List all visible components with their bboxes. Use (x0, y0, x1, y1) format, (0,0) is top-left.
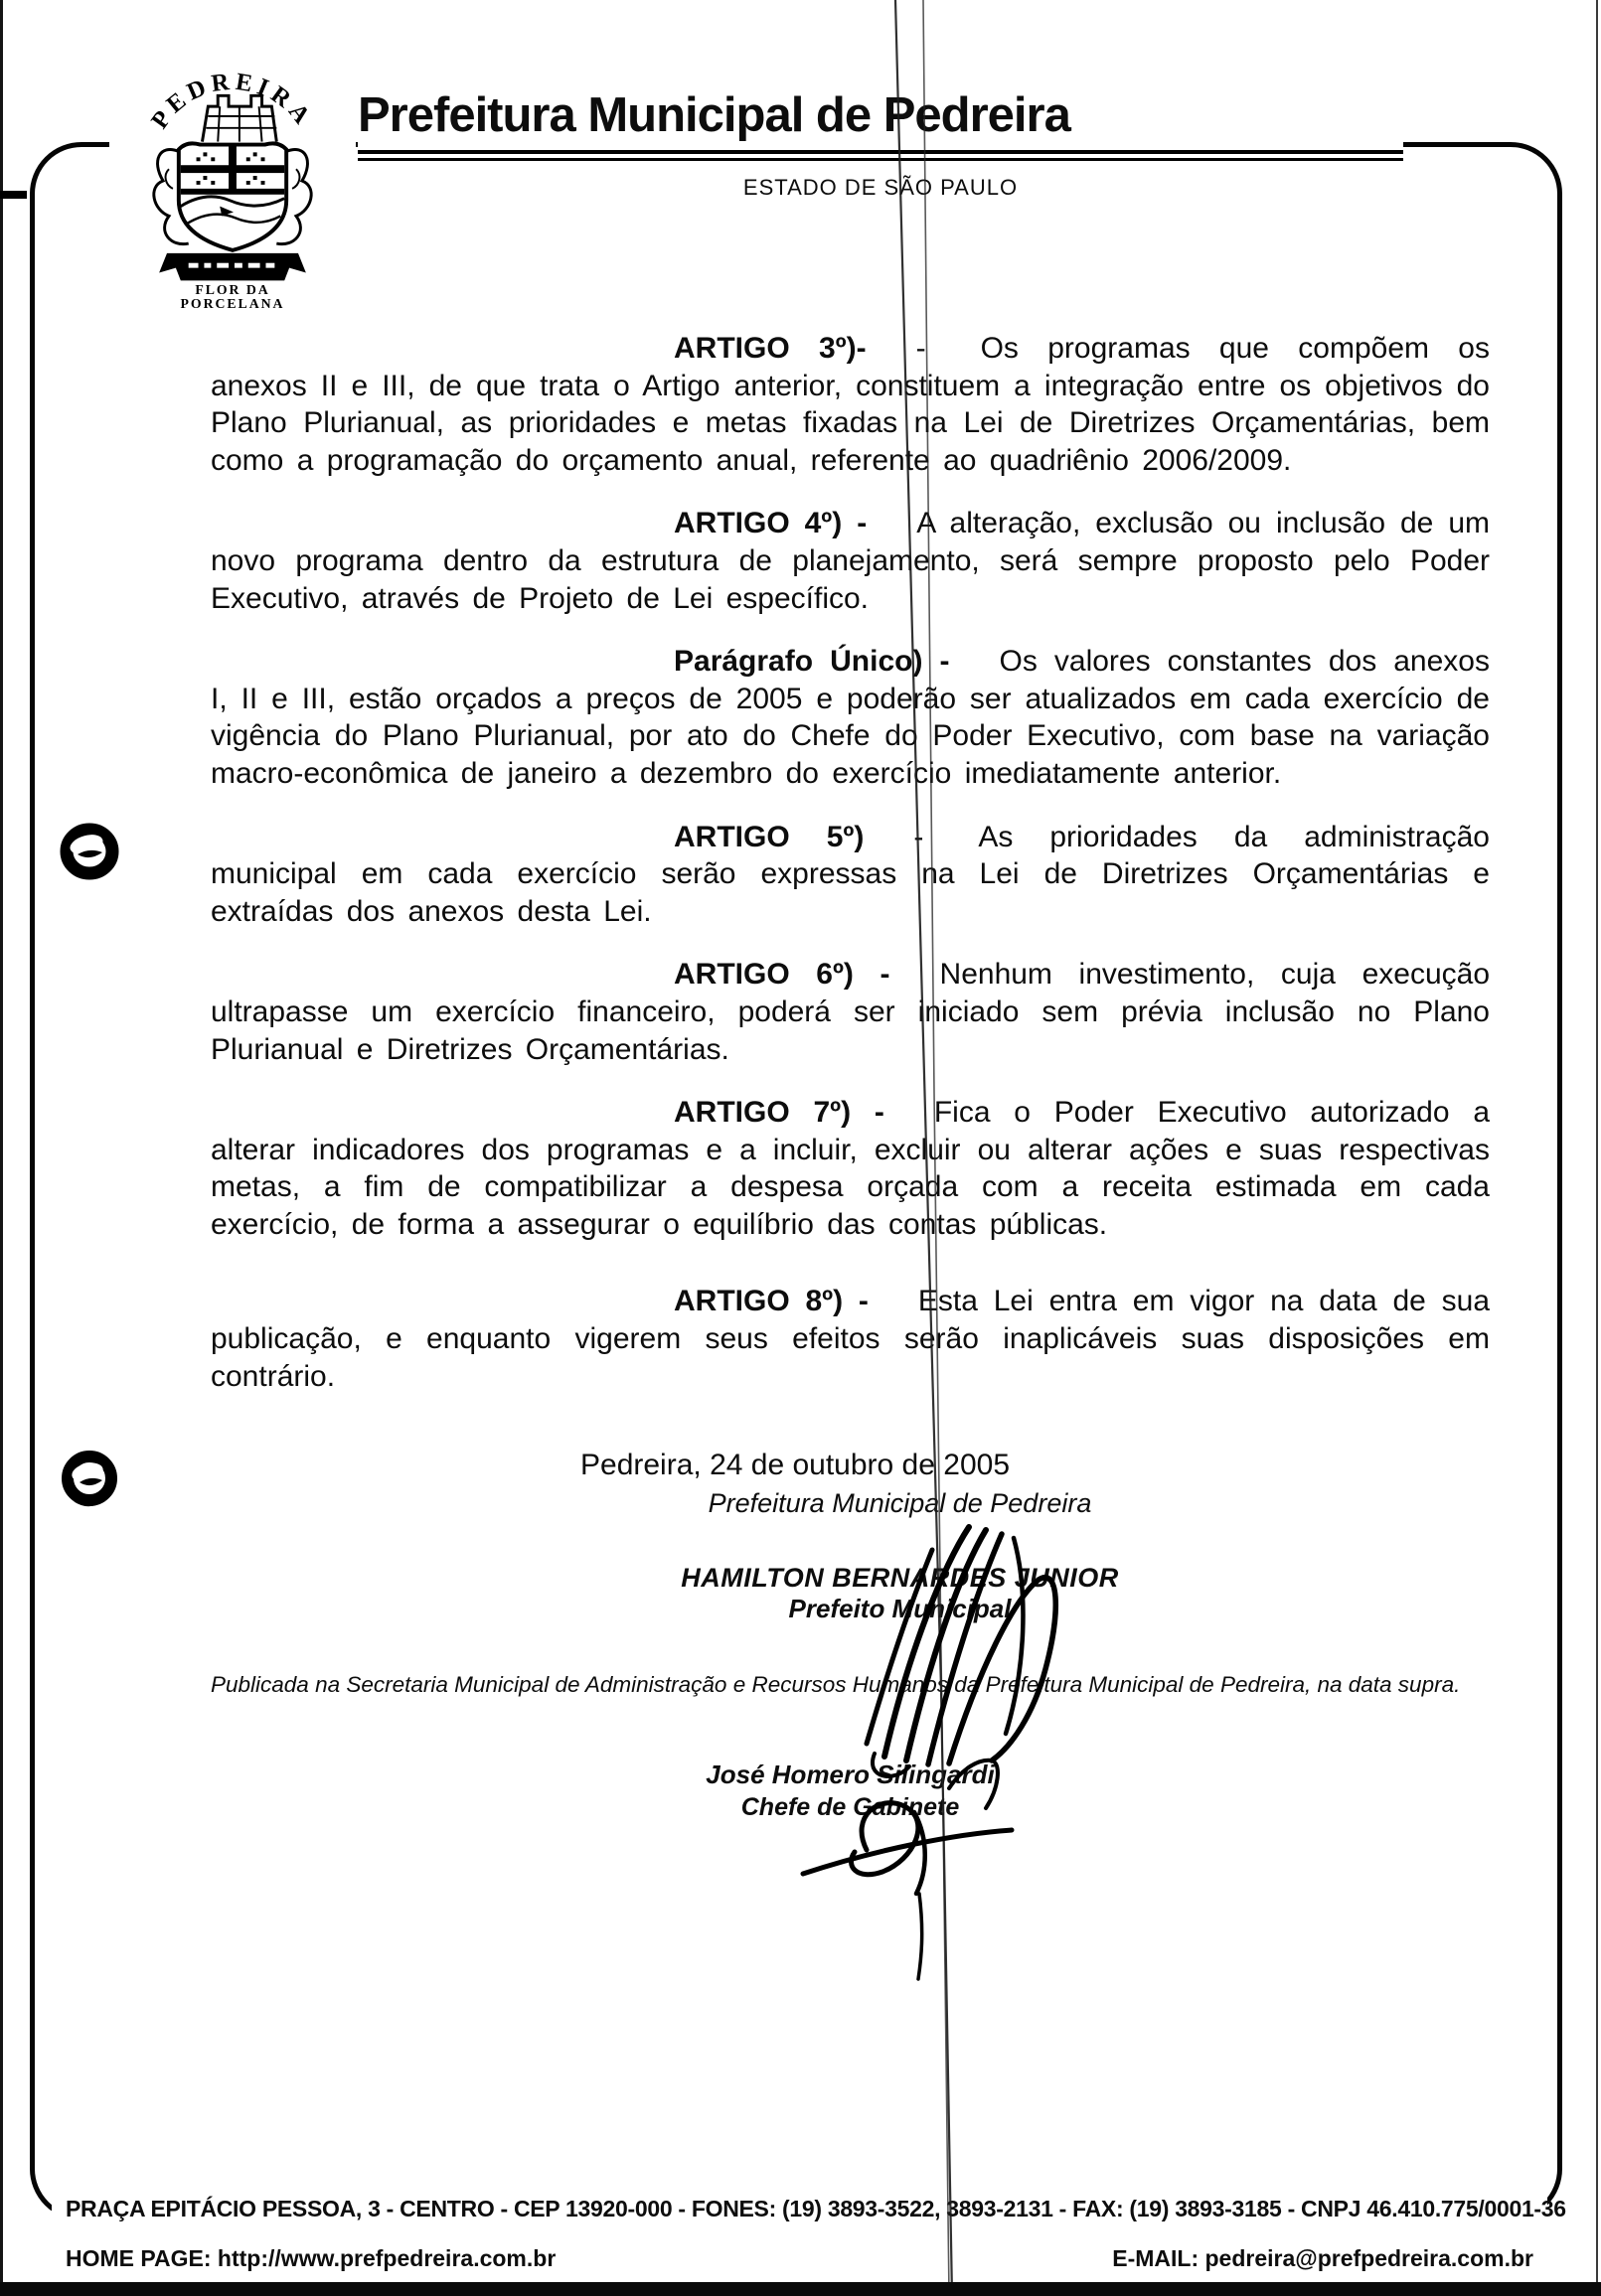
scan-edge-dash-artifact (0, 191, 27, 199)
artigo-6-text: Nenhum investimento, cuja execução ultrapasse um exercício financeiro, poderá ser iniciado sem prévia inclusão no Plano Plurianual e Diretrizes Orçamentárias. (211, 958, 1490, 1066)
hole-punch-mark-icon (58, 1447, 121, 1514)
scan-edge-right-artifact (1596, 0, 1598, 2296)
scan-edge-left-artifact (0, 0, 3, 2296)
chief-of-staff-name: José Homero Silingardi (706, 1760, 995, 1790)
publication-note: Publicada na Secretaria Municipal de Administração e Recursos Humanos da Prefeitura Municipal de Pedreira, na data supra. (211, 1672, 1461, 1698)
scan-edge-bottom-artifact (0, 2282, 1601, 2296)
artigo-5-paragraph (211, 819, 1490, 931)
crest-shield-icon (179, 143, 286, 250)
letterhead (358, 87, 1403, 205)
state-subtitle: ESTADO DE SÃO PAULO (742, 175, 1019, 200)
artigo-8-paragraph (211, 1283, 1490, 1395)
signature-org-line: Prefeitura Municipal de Pedreira (708, 1488, 1092, 1519)
artigo-4-text: A alteração, exclusão ou inclusão de um novo programa dentro da estrutura de planejamento, será sempre proposto pelo Poder Executivo, através de Projeto de Lei específico. (211, 507, 1491, 615)
chief-of-staff-role: Chefe de Gabinete (740, 1793, 960, 1822)
artigo-5-heading: ARTIGO 5º) (674, 820, 865, 853)
artigo-8-heading: ARTIGO 8º) - (674, 1285, 869, 1318)
artigo-3-dash: - (915, 332, 926, 365)
crest-banner-icon (159, 253, 306, 281)
artigo-6-heading: ARTIGO 6º) - (674, 958, 890, 992)
document-body (211, 330, 1490, 1822)
artigo-7-text: Fica o Poder Executivo autorizado a alterar indicadores dos programas e a incluir, excluir ou alterar ações e suas respectivas metas, a fim de compatibilizar a despesa orçada com a receita estimada em cada exercício, de forma a assegurar o equilíbrio das contas públicas. (211, 1096, 1490, 1241)
title-underline-top (358, 150, 1403, 154)
artigo-3-text: Os programas que compõem os anexos II e III, de que trata o Artigo anterior, constituem a integração entre os objetivos do Plano Plurianual, as prioridades e metas fixadas na Lei de Diretrizes Orçamentárias, bem como a programação do orçamento anual, referente ao quadriênio 2006/2009. (211, 332, 1490, 477)
artigo-5-text: As prioridades da administração municipal em cada exercício serão expressas na Lei de Diretrizes Orçamentárias e extraídas dos anexos desta Lei. (211, 820, 1490, 928)
footer-homepage: HOME PAGE: http://www.prefpedreira.com.br (66, 2245, 557, 2271)
paragrafo-unico-paragraph (211, 643, 1490, 792)
artigo-4-heading: ARTIGO 4º) - (674, 507, 868, 540)
footer-address-line: PRAÇA EPITÁCIO PESSOA, 3 - CENTRO - CEP 13920-000 - FONES: (19) 3893-3522, 3893-2131 - FAX: (19) 3893-3185 - CNPJ 46.410.775/0001-36 (66, 2196, 1566, 2221)
date-line: Pedreira, 24 de outubro de 2005 (580, 1449, 1010, 1482)
crest-arc-text: PEDREIRA (146, 68, 319, 134)
paragrafo-unico-heading: Parágrafo Único) - (674, 645, 950, 679)
letterhead-footer (52, 2192, 1566, 2272)
crest-motto-line2: PORCELANA (180, 296, 285, 308)
title-underline-bottom (358, 158, 1403, 161)
mayor-role: Prefeito Municipal (788, 1594, 1012, 1624)
artigo-6-paragraph (211, 956, 1490, 1068)
artigo-3-paragraph (211, 330, 1490, 479)
crest-icon (109, 52, 356, 308)
footer-email: E-MAIL: pedreira@prefpedreira.com.br (1112, 2245, 1533, 2271)
artigo-4-paragraph (211, 505, 1490, 617)
artigo-5-dash: - (913, 820, 924, 853)
mayor-name: HAMILTON BERNARDES JUNIOR (681, 1563, 1119, 1594)
crest-motto-line1: FLOR DA (195, 282, 270, 298)
paragrafo-unico-text: Os valores constantes dos anexos I, II e III, estão orçados a preços de 2005 e poderão ser atualizados em cada exercício de vigência do Plano Plurianual, por ato do Chefe do Poder Executivo, com base na variação macro-econômica de janeiro a dezembro do exercício imediatamente anterior. (211, 645, 1490, 790)
municipal-crest (109, 52, 356, 308)
artigo-3-heading: ARTIGO 3º)- (674, 332, 867, 365)
artigo-7-paragraph (211, 1094, 1490, 1243)
artigo-7-heading: ARTIGO 7º) - (674, 1096, 884, 1130)
page-title: Prefeitura Municipal de Pedreira (358, 88, 1070, 142)
artigo-8-text: Esta Lei entra em vigor na data de sua publicação, e enquanto vigerem seus efeitos serão inaplicáveis suas disposições em contrário. (211, 1285, 1490, 1393)
hole-punch-mark-icon (58, 821, 121, 888)
